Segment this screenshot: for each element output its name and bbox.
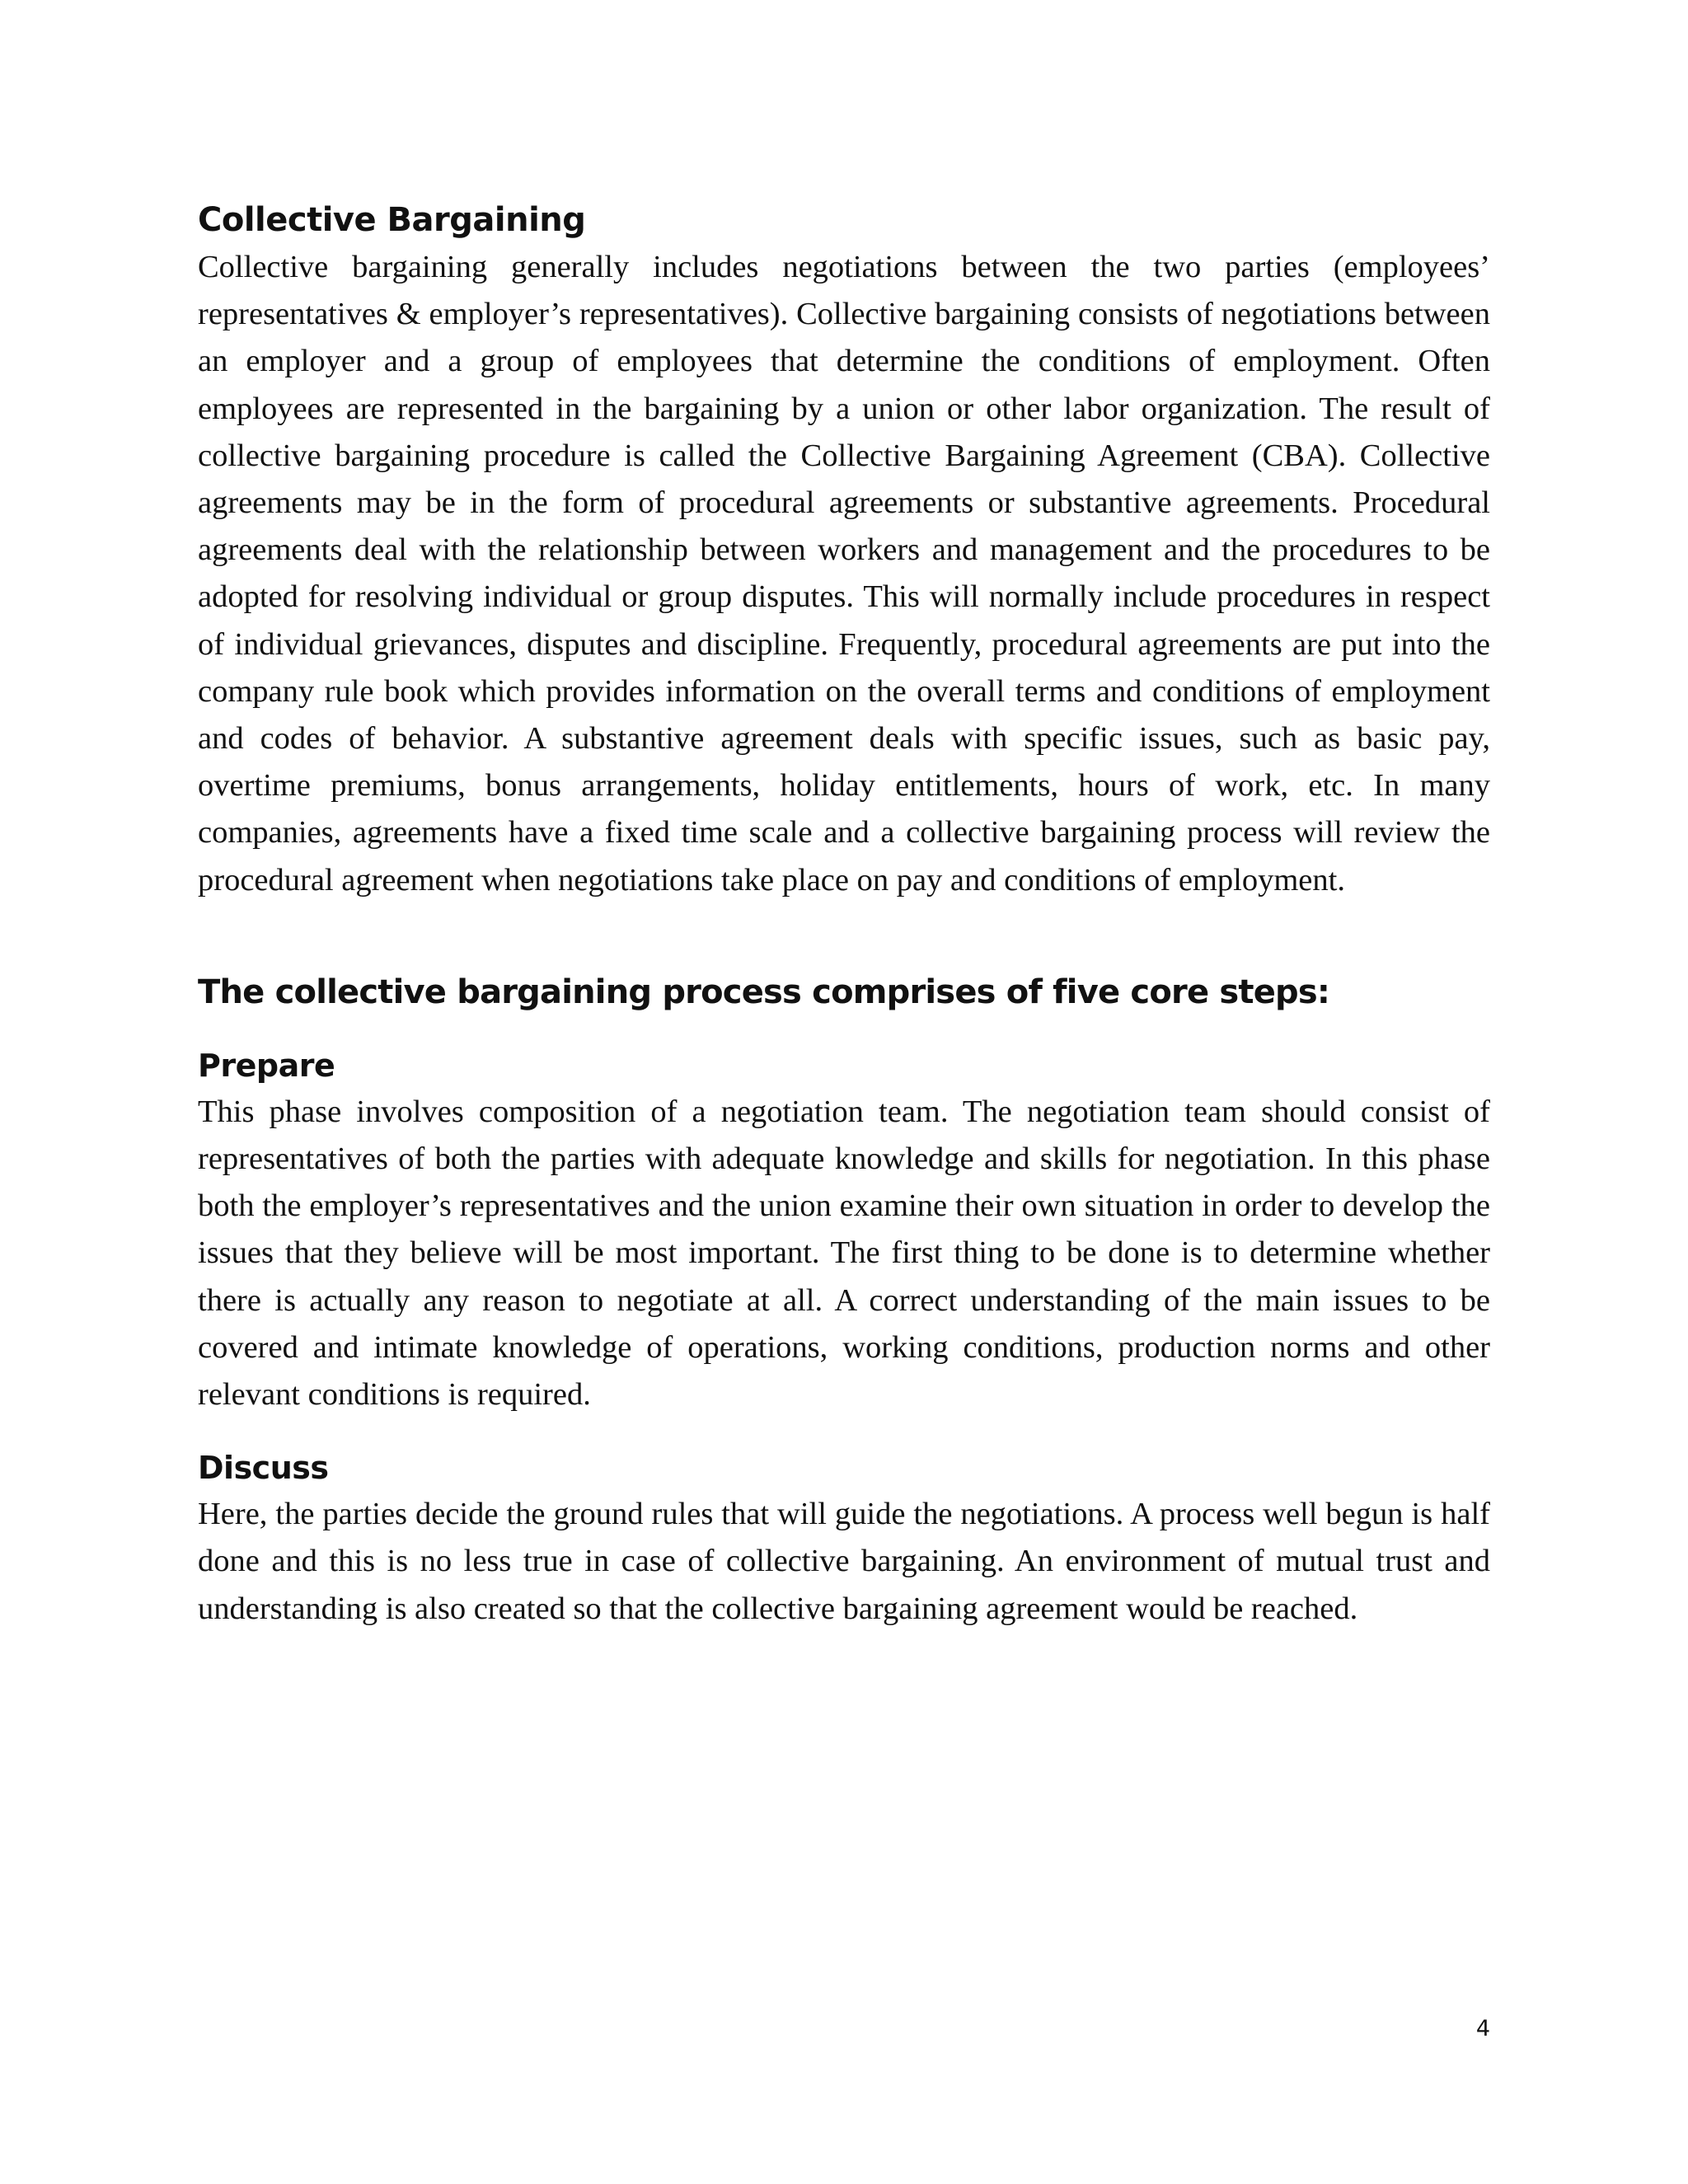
step-heading-discuss: Discuss: [198, 1450, 329, 1487]
step-text-prepare: This phase involves composition of a negotiation team. The negotiation team should consist of representatives of both the parties with adequate knowledge and skills for negotiation. In this phase both the employer’s representatives and the union examine their own situation in order to develop the issues that they believe will be most important. The first thing to be done is to determine whether there is actually any reason to negotiate at all. A correct understanding of the main issues to be covered and intimate knowledge of operations, working conditions, production norms and other relevant conditions is required.: [198, 1094, 1490, 1413]
step-text-discuss: Here, the parties decide the ground rules that will guide the negotiations. A process well begun is half done and this is no less true in case of collective bargaining. An environment of mutual trust and understanding is also created so that the collective bargaining agreement would be reached.: [198, 1497, 1490, 1626]
page-content: [198, 198, 1490, 1633]
step-heading-prepare: Prepare: [198, 1047, 335, 1084]
page-title: Collective Bargaining: [198, 201, 586, 239]
process-heading: The collective bargaining process comprises of five core steps:: [198, 972, 1330, 1011]
intro-paragraph: Collective bargaining generally includes negotiations between the two parties (employees’ representatives & employer’s representatives). Collective bargaining consists of negotiations between an employer and a group of employees that determine the conditions of employment. Often employees are represented in the bargaining by a union or other labor organization. The result of collective bargaining procedure is called the Collective Bargaining Agreement (CBA). Collective agreements may be in the form of procedural agreements or substantive agreements. Procedural agreements deal with the relationship between workers and management and the procedures to be adopted for resolving individual or group disputes. This will normally include procedures in respect of individual grievances, disputes and discipline. Frequently, procedural agreements are put into the company rule book which provides information on the overall terms and conditions of employment and codes of behavior. A substantive agreement deals with specific issues, such as basic pay, overtime premiums, bonus arrangements, holiday entitlements, hours of work, etc. In many companies, agreements have a fixed time scale and a collective bargaining process will review the procedural agreement when negotiations take place on pay and conditions of employment.: [198, 250, 1490, 898]
page-number: 4: [1475, 2016, 1490, 2041]
